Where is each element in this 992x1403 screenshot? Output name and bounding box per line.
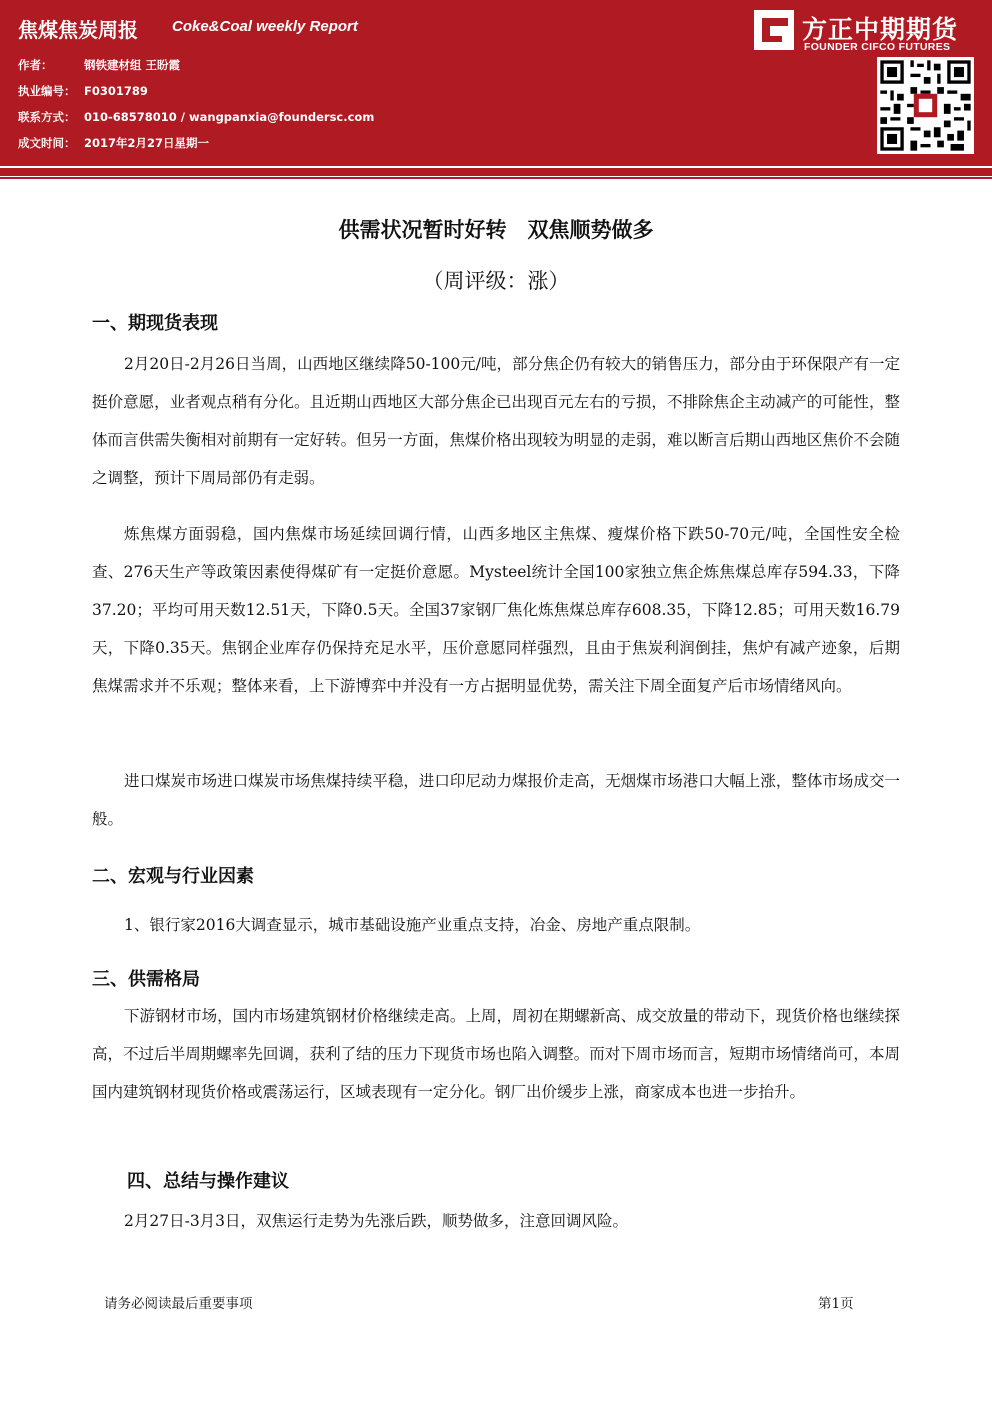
logo-text-cn: 方正中期期货 bbox=[802, 15, 959, 44]
meta-license bbox=[18, 83, 148, 99]
meta-contact bbox=[18, 109, 374, 125]
company-logo bbox=[754, 10, 976, 54]
meta-label: 成文时间： bbox=[18, 136, 76, 150]
section-heading: 一、期现货表现 bbox=[92, 313, 218, 334]
paragraph: 1、银行家2016大调查显示，城市基础设施产业重点支持，冶金、房地产重点限制。 bbox=[124, 916, 701, 934]
meta-value: 钢铁建材组 王盼霞 bbox=[84, 58, 181, 72]
meta-author bbox=[18, 57, 180, 73]
paragraph: 2月27日-3月3日，双焦运行走势为先涨后跌，顺势做多，注意回调风险。 bbox=[124, 1212, 629, 1230]
document-title: 供需状况暂时好转 双焦顺势做多 bbox=[338, 218, 654, 242]
weekly-rating: （周评级：涨） bbox=[422, 269, 570, 293]
section-heading: 四、总结与操作建议 bbox=[127, 1171, 289, 1192]
page-number: 第1页 bbox=[818, 1296, 854, 1312]
paragraph: 下游钢材市场，国内市场建筑钢材价格继续走高。上周，周初在期螺新高、成交放量的带动下，现货价格也继续探高，不过后半周期螺率先回调，获利了结的压力下现货市场也陷入调整。而对下周市场而言，短期市场情绪尚可，本周国内建筑钢材现货价格或震荡运行，区域表现有一定分化。钢厂出价缓步上涨，商家成本也进一步抬升。 bbox=[92, 1007, 900, 1101]
meta-label: 执业编号： bbox=[18, 84, 76, 98]
meta-value: 2017年2月27日星期一 bbox=[84, 136, 210, 150]
paragraph: 2月20日-2月26日当周，山西地区继续降50-100元/吨，部分焦企仍有较大的销售压力，部分由于环保限产有一定挺价意愿，业者观点稍有分化。且近期山西地区大部分焦企已出现百元左右的亏损，不排除焦企主动减产的可能性，整体而言供需失衡相对前期有一定好转。但另一方面，焦煤价格出现较为明显的走弱，难以断言后期山西地区焦价不会随之调整，预计下周局部仍有走弱。 bbox=[92, 355, 900, 487]
footer-notice: 请务必阅读最后重要事项 bbox=[104, 1296, 253, 1312]
meta-value: F0301789 bbox=[84, 84, 148, 98]
qr-code-icon bbox=[877, 57, 974, 154]
meta-value: 010-68578010 / wangpanxia@foundersc.com bbox=[84, 110, 375, 124]
logo-text-en: FOUNDER CIFCO FUTURES bbox=[804, 41, 951, 53]
meta-date bbox=[18, 135, 209, 151]
paragraph: 炼焦煤方面弱稳，国内焦煤市场延续回调行情，山西多地区主焦煤、瘦煤价格下跌50-70元/吨，全国性安全检查、276天生产等政策因素使得煤矿有一定挺价意愿。Mysteel统计全国100家独立焦企炼焦煤总库存594.33，下降37.20；平均可用天数12.51天，下降0.5天。全国37家钢厂焦化炼焦煤总库存608.35，下降12.85；可用天数16.79天，下降0.35天。焦钢企业库存仍保持充足水平，压价意愿同样强烈，且由于焦炭利润倒挂，焦炉有减产迹象，后期焦煤需求并不乐观；整体来看，上下游博弈中并没有一方占据明显优势，需关注下周全面复产后市场情绪风向。 bbox=[92, 525, 900, 695]
report-title-en: Coke&Coal weekly Report bbox=[172, 18, 358, 35]
header-divider-thin bbox=[0, 177, 992, 179]
header-divider bbox=[0, 168, 992, 176]
meta-label: 联系方式： bbox=[18, 110, 76, 124]
paragraph: 进口煤炭市场进口煤炭市场焦煤持续平稳，进口印尼动力煤报价走高，无烟煤市场港口大幅上涨，整体市场成交一般。 bbox=[92, 772, 900, 828]
meta-label: 作者： bbox=[18, 58, 53, 72]
logo-mark-icon bbox=[754, 10, 794, 50]
section-heading: 二、宏观与行业因素 bbox=[92, 866, 254, 887]
section-heading: 三、供需格局 bbox=[92, 969, 200, 990]
report-title: 焦煤焦炭周报 bbox=[18, 18, 138, 42]
